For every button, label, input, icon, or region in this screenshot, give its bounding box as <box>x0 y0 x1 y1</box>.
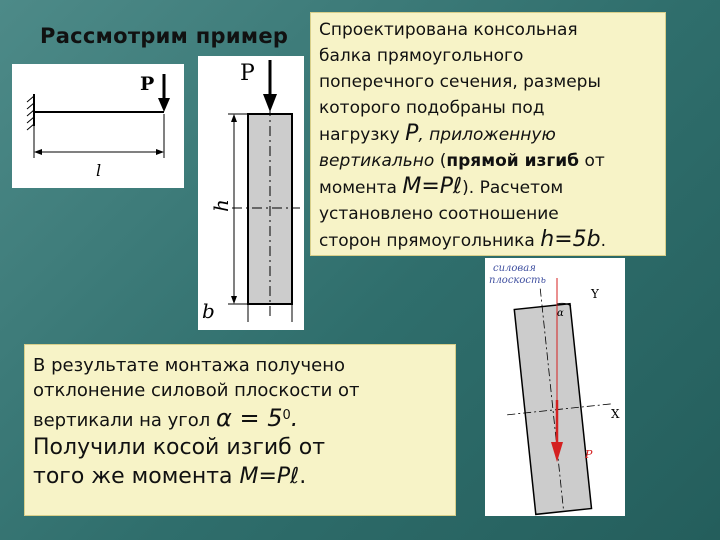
force-plane-label-2: плоскость <box>489 275 546 286</box>
y-axis-label: Y <box>591 287 599 301</box>
length-label: l <box>96 161 102 180</box>
beam-figure-panel <box>12 64 184 188</box>
statement-line-8: установлено соотношение <box>319 204 559 224</box>
statement-line-3: поперечного сечения, размеры <box>319 72 601 92</box>
width-label: b <box>202 299 215 323</box>
problem-statement-box <box>310 12 666 256</box>
wall-hatching <box>27 96 34 130</box>
statement-line-1: Спроектирована консольная <box>319 20 578 40</box>
conclusion-line-5: того же момента М=Рℓ. <box>33 464 307 489</box>
statement-line-7: момента М=Рℓ). Расчетом <box>319 174 564 199</box>
statement-line-9: сторон прямоугольника h=5b. <box>319 227 606 252</box>
section-figure-panel <box>198 56 304 330</box>
slide-title: Рассмотрим пример <box>40 24 289 48</box>
statement-line-6: вертикально (прямой изгиб от <box>319 151 605 171</box>
conclusion-line-2: отклонение силовой плоскости от <box>33 380 360 401</box>
statement-line-4: которого подобраны под <box>319 98 545 118</box>
statement-line-5: нагрузку Р, приложенную <box>319 121 556 146</box>
height-label: h <box>209 199 233 212</box>
oblique-figure-panel <box>485 258 625 516</box>
conclusion-line-3: вертикали на угол $\alpha = 5^0$. <box>33 404 299 432</box>
force-plane-label-1: силовая <box>493 263 536 274</box>
cantilever-beam-diagram <box>12 64 184 188</box>
section-load-arrowhead <box>263 94 277 112</box>
force-label: P <box>585 448 593 461</box>
conclusion-line-4: Получили косой изгиб от <box>33 435 326 460</box>
x-axis-label: X <box>611 407 620 421</box>
cross-section-diagram <box>198 56 304 330</box>
alpha-label: α <box>557 308 564 319</box>
tilted-rectangle <box>514 304 591 515</box>
load-label: P <box>140 73 155 95</box>
section-load-label: P <box>240 61 255 86</box>
load-arrowhead <box>158 98 170 112</box>
conclusion-box <box>24 344 456 516</box>
statement-line-2: балка прямоугольного <box>319 46 524 66</box>
oblique-bending-diagram <box>485 258 625 516</box>
conclusion-line-1: В результате монтажа получено <box>33 355 345 376</box>
